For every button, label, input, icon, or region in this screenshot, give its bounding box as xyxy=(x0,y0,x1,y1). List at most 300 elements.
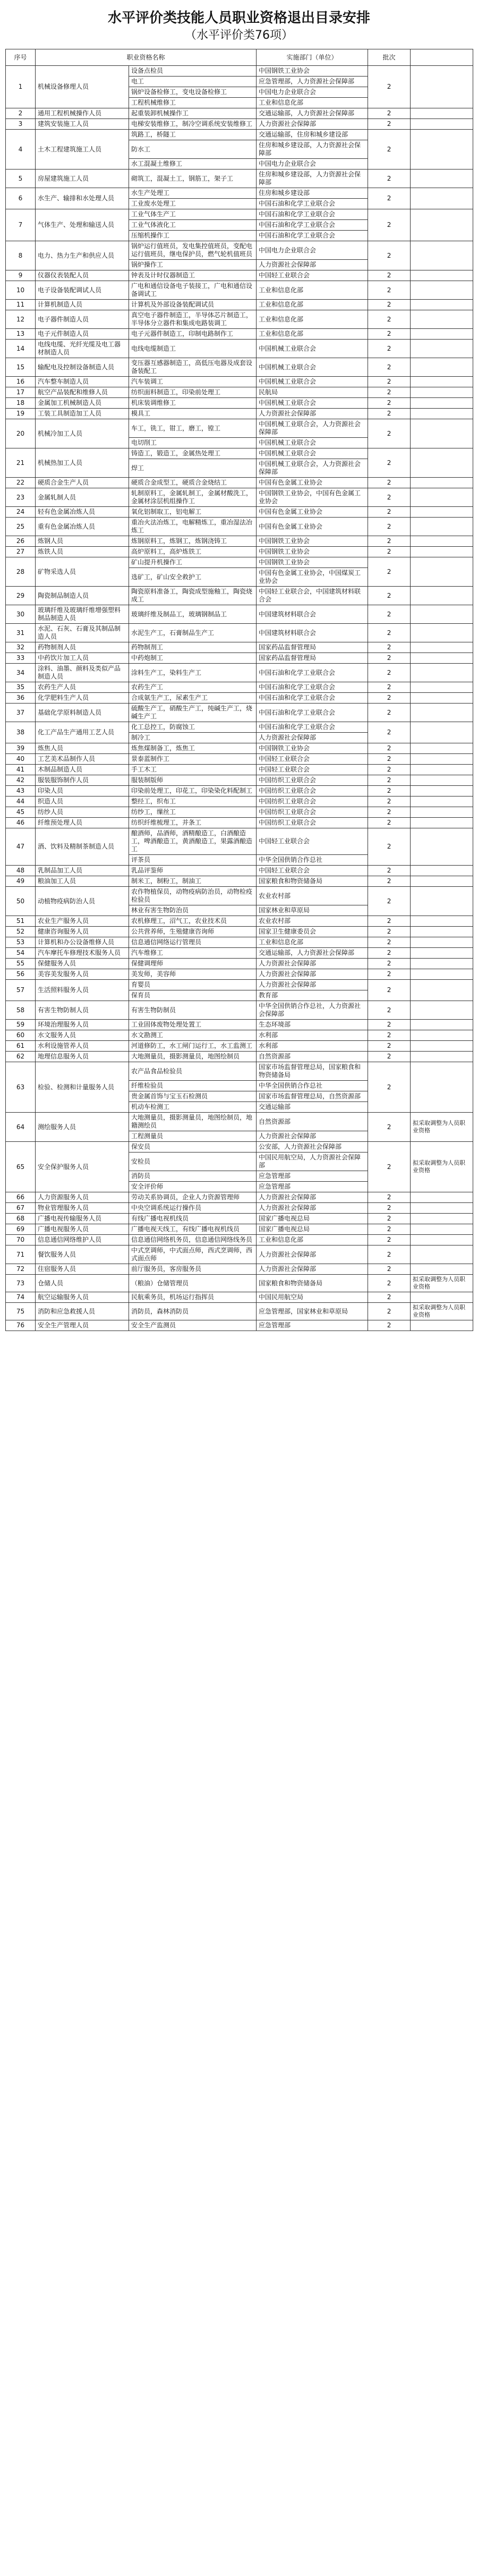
implementing-department: 住房和城乡建设部，人力资源社会保障部 xyxy=(257,170,368,188)
implementing-department: 教育部 xyxy=(257,990,368,1001)
occupation-category: 检验、检测和计量服务人员 xyxy=(36,1062,129,1113)
header-no: 序号 xyxy=(6,49,36,66)
table-row xyxy=(6,775,473,786)
implementing-department: 中国电力企业联合会 xyxy=(257,159,368,170)
table-row xyxy=(6,300,473,310)
table-row xyxy=(6,743,473,754)
row-note xyxy=(411,1203,473,1214)
qualification-name: 贵金属首饰与宝玉石检测员 xyxy=(129,1091,257,1102)
implementing-department: 人力资源社会保障部 xyxy=(257,959,368,969)
table-row xyxy=(6,980,473,990)
table-row xyxy=(6,807,473,818)
implementing-department: 人力资源社会保障部 xyxy=(257,1245,368,1264)
occupation-category: 机械热加工人员 xyxy=(36,448,129,478)
batch-number: 2 xyxy=(368,916,411,927)
batch-number: 2 xyxy=(368,866,411,876)
row-note xyxy=(411,209,473,241)
row-number: 26 xyxy=(6,536,36,547)
row-number: 71 xyxy=(6,1245,36,1264)
occupation-category: 健康咨询服务人员 xyxy=(36,927,129,937)
implementing-department: 中国石油和化学工业联合会 xyxy=(257,231,368,241)
row-number: 69 xyxy=(6,1224,36,1235)
implementing-department: 应急管理部 xyxy=(257,1171,368,1182)
occupation-category: 玻璃纤维及玻璃纤维增强塑料制品制造人员 xyxy=(36,605,129,624)
occupation-category: 地理信息服务人员 xyxy=(36,1052,129,1062)
row-note xyxy=(411,270,473,281)
row-note xyxy=(411,1062,473,1113)
batch-number: 2 xyxy=(368,1245,411,1264)
row-note xyxy=(411,866,473,876)
qualification-name: 公共营养师，生殖健康咨询师 xyxy=(129,927,257,937)
implementing-department: 国家广播电视总局 xyxy=(257,1224,368,1235)
qualification-name: 制冷工 xyxy=(129,733,257,743)
batch-number: 2 xyxy=(368,1142,411,1192)
occupation-category: 美容美发服务人员 xyxy=(36,969,129,980)
row-number: 2 xyxy=(6,108,36,119)
qualification-table xyxy=(5,49,473,1331)
row-number: 4 xyxy=(6,130,36,170)
table-row xyxy=(6,1264,473,1275)
qualification-name: 美发师，美容师 xyxy=(129,969,257,980)
occupation-category: 基础化学原料制造人员 xyxy=(36,704,129,722)
occupation-category: 炼钢人员 xyxy=(36,536,129,547)
table-row xyxy=(6,1020,473,1030)
row-note xyxy=(411,807,473,818)
qualification-name: 选矿工，矿山安全救护工 xyxy=(129,568,257,587)
implementing-department: 生态环境部 xyxy=(257,1020,368,1030)
implementing-department: 中国有色金属工业协会 xyxy=(257,507,368,518)
implementing-department: 中国机械工业联合会 xyxy=(257,340,368,358)
row-note xyxy=(411,1041,473,1052)
row-note xyxy=(411,329,473,340)
row-note xyxy=(411,66,473,108)
row-number: 60 xyxy=(6,1030,36,1041)
row-note xyxy=(411,130,473,170)
implementing-department: 中国纺织工业联合会 xyxy=(257,775,368,786)
row-note xyxy=(411,916,473,927)
qualification-name: 保育员 xyxy=(129,990,257,1001)
row-number: 65 xyxy=(6,1142,36,1192)
qualification-name: 中药炮制工 xyxy=(129,653,257,664)
batch-number: 2 xyxy=(368,119,411,130)
row-number: 39 xyxy=(6,743,36,754)
row-note xyxy=(411,653,473,664)
implementing-department: 中国纺织工业联合会 xyxy=(257,818,368,828)
qualification-name: 重冶火法冶炼工，电解精炼工，重冶湿法冶炼工 xyxy=(129,518,257,536)
occupation-category: 餐饮服务人员 xyxy=(36,1245,129,1264)
row-note xyxy=(411,828,473,866)
implementing-department: 中国钢铁工业协会 xyxy=(257,536,368,547)
table-row xyxy=(6,241,473,260)
table-row xyxy=(6,722,473,733)
implementing-department: 人力资源社会保障部 xyxy=(257,1131,368,1142)
row-number: 56 xyxy=(6,969,36,980)
batch-number: 2 xyxy=(368,1224,411,1235)
row-number: 37 xyxy=(6,704,36,722)
row-number: 24 xyxy=(6,507,36,518)
table-row xyxy=(6,507,473,518)
table-row xyxy=(6,518,473,536)
row-note xyxy=(411,419,473,448)
occupation-category: 农药生产人员 xyxy=(36,682,129,693)
occupation-category: 保健服务人员 xyxy=(36,959,129,969)
qualification-name: 矿山提升机操作工 xyxy=(129,557,257,568)
row-number: 27 xyxy=(6,547,36,557)
batch-number: 2 xyxy=(368,1320,411,1331)
qualification-name: 前厅服务员，客房服务员 xyxy=(129,1264,257,1275)
occupation-category: 化工产品生产通用工艺人员 xyxy=(36,722,129,743)
row-number: 33 xyxy=(6,653,36,664)
table-row xyxy=(6,536,473,547)
table-row xyxy=(6,704,473,722)
row-number: 8 xyxy=(6,241,36,270)
table-row xyxy=(6,329,473,340)
batch-number: 2 xyxy=(368,340,411,358)
occupation-category: 广播电视传输服务人员 xyxy=(36,1214,129,1224)
qualification-name: 高炉原料工，高炉炼铁工 xyxy=(129,547,257,557)
row-number: 74 xyxy=(6,1292,36,1303)
occupation-category: 酒、饮料及精制茶制造人员 xyxy=(36,828,129,866)
implementing-department: 中国石油和化学工业联合会 xyxy=(257,220,368,231)
row-number: 11 xyxy=(6,300,36,310)
table-row xyxy=(6,1062,473,1081)
qualification-name: 水生产处理工 xyxy=(129,188,257,199)
table-row xyxy=(6,818,473,828)
implementing-department: 中国机械工业联合会 xyxy=(257,358,368,377)
occupation-category: 机械设备修理人员 xyxy=(36,66,129,108)
table-row xyxy=(6,1214,473,1224)
row-note xyxy=(411,300,473,310)
table-row xyxy=(6,887,473,905)
implementing-department: 国家药品监督管理局 xyxy=(257,642,368,653)
implementing-department: 水利部 xyxy=(257,1041,368,1052)
implementing-department: 国家粮食和物资储备局 xyxy=(257,1275,368,1292)
implementing-department: 人力资源社会保障部 xyxy=(257,980,368,990)
batch-number: 2 xyxy=(368,1275,411,1292)
batch-number: 2 xyxy=(368,358,411,377)
batch-number: 2 xyxy=(368,1001,411,1020)
row-number: 10 xyxy=(6,281,36,300)
batch-number: 2 xyxy=(368,754,411,765)
row-note xyxy=(411,937,473,948)
qualification-name: 工业废水处理工 xyxy=(129,199,257,209)
table-row xyxy=(6,1041,473,1052)
implementing-department: 工业和信息化部 xyxy=(257,281,368,300)
qualification-name: 印染前处理工，印花工，印染染化料配制工 xyxy=(129,786,257,796)
batch-number: 2 xyxy=(368,765,411,775)
table-row xyxy=(6,587,473,605)
batch-number: 2 xyxy=(368,241,411,270)
batch-number: 2 xyxy=(368,188,411,209)
table-row xyxy=(6,409,473,419)
row-note: 拟采取调整为人员职业资格 xyxy=(411,1113,473,1142)
occupation-category: 农业生产服务人员 xyxy=(36,916,129,927)
implementing-department: 中国钢铁工业协会 xyxy=(257,547,368,557)
row-number: 63 xyxy=(6,1062,36,1113)
batch-number: 2 xyxy=(368,419,411,448)
row-number: 59 xyxy=(6,1020,36,1030)
qualification-name: 育婴员 xyxy=(129,980,257,990)
qualification-name: 安检员 xyxy=(129,1153,257,1171)
row-number: 61 xyxy=(6,1041,36,1052)
implementing-department: 中国钢铁工业协会 xyxy=(257,66,368,77)
implementing-department: 应急管理部 xyxy=(257,1320,368,1331)
implementing-department: 中华全国供销合作总社 xyxy=(257,1081,368,1091)
row-note xyxy=(411,1224,473,1235)
batch-number: 2 xyxy=(368,1113,411,1142)
table-row xyxy=(6,786,473,796)
row-note xyxy=(411,409,473,419)
implementing-department: 中国建筑材料联合会 xyxy=(257,605,368,624)
implementing-department: 中国钢铁工业协会，中国有色金属工业协会 xyxy=(257,488,368,507)
row-note xyxy=(411,108,473,119)
qualification-name: 工业气体生产工 xyxy=(129,209,257,220)
batch-number: 2 xyxy=(368,876,411,887)
implementing-department: 人力资源社会保障部 xyxy=(257,969,368,980)
table-row xyxy=(6,377,473,387)
qualification-name: 纺纱工，缫丝工 xyxy=(129,807,257,818)
batch-number: 2 xyxy=(368,948,411,959)
table-row xyxy=(6,605,473,624)
row-number: 34 xyxy=(6,664,36,682)
implementing-department: 工业和信息化部 xyxy=(257,937,368,948)
implementing-department: 工业和信息化部 xyxy=(257,300,368,310)
batch-number: 2 xyxy=(368,807,411,818)
row-number: 19 xyxy=(6,409,36,419)
table-row xyxy=(6,916,473,927)
table-body xyxy=(6,66,473,1331)
table-row xyxy=(6,796,473,807)
row-note xyxy=(411,927,473,937)
batch-number: 2 xyxy=(368,786,411,796)
table-row xyxy=(6,653,473,664)
batch-number: 2 xyxy=(368,969,411,980)
row-number: 9 xyxy=(6,270,36,281)
batch-number: 2 xyxy=(368,682,411,693)
batch-number: 2 xyxy=(368,398,411,409)
qualification-name: 防水工 xyxy=(129,140,257,159)
occupation-category: 硬质合金生产人员 xyxy=(36,478,129,488)
occupation-category: 水生产、输排和水处理人员 xyxy=(36,188,129,209)
occupation-category: 炼焦人员 xyxy=(36,743,129,754)
qualification-name: 水文勘测工 xyxy=(129,1030,257,1041)
row-note xyxy=(411,1320,473,1331)
implementing-department: 应急管理部，国家林业和草原局 xyxy=(257,1303,368,1320)
batch-number: 2 xyxy=(368,377,411,387)
row-number: 25 xyxy=(6,518,36,536)
qualification-name: 纤维检验员 xyxy=(129,1081,257,1091)
implementing-department: 中国电力企业联合会 xyxy=(257,241,368,260)
row-number: 31 xyxy=(6,624,36,642)
row-note xyxy=(411,241,473,270)
occupation-category: 环境治理服务人员 xyxy=(36,1020,129,1030)
batch-number: 2 xyxy=(368,642,411,653)
occupation-category: 重有色金属冶炼人员 xyxy=(36,518,129,536)
qualification-name: 手工木工 xyxy=(129,765,257,775)
qualification-name: 水工混凝土维修工 xyxy=(129,159,257,170)
row-number: 28 xyxy=(6,557,36,587)
row-number: 46 xyxy=(6,818,36,828)
row-number: 40 xyxy=(6,754,36,765)
row-number: 32 xyxy=(6,642,36,653)
batch-number: 2 xyxy=(368,387,411,398)
occupation-category: 建筑安装施工人员 xyxy=(36,119,129,130)
row-note xyxy=(411,1264,473,1275)
row-number: 13 xyxy=(6,329,36,340)
row-note xyxy=(411,682,473,693)
qualification-name: 服装制版师 xyxy=(129,775,257,786)
row-note xyxy=(411,1192,473,1203)
batch-number: 2 xyxy=(368,130,411,170)
qualification-name: 焊工 xyxy=(129,459,257,478)
qualification-name: 广电和通信设备电子装接工，广电和通信设备调试工 xyxy=(129,281,257,300)
batch-number: 2 xyxy=(368,1030,411,1041)
batch-number: 2 xyxy=(368,547,411,557)
table-row xyxy=(6,358,473,377)
batch-number: 2 xyxy=(368,624,411,642)
implementing-department: 中国机械工业联合会 xyxy=(257,438,368,448)
occupation-category: 汽车整车制造人员 xyxy=(36,377,129,387)
table-row xyxy=(6,66,473,77)
occupation-category: 电子设备装配调试人员 xyxy=(36,281,129,300)
qualification-name: 景泰蓝制作工 xyxy=(129,754,257,765)
row-number: 51 xyxy=(6,916,36,927)
table-row xyxy=(6,1224,473,1235)
table-row xyxy=(6,754,473,765)
table-row xyxy=(6,948,473,959)
implementing-department: 中国石油和化学工业联合会 xyxy=(257,693,368,704)
implementing-department: 人力资源社会保障部 xyxy=(257,1203,368,1214)
row-number: 43 xyxy=(6,786,36,796)
occupation-category: 水利设施管养人员 xyxy=(36,1041,129,1052)
qualification-name: 车工，铣工，钳工，磨工，镗工 xyxy=(129,419,257,438)
table-row xyxy=(6,664,473,682)
batch-number: 2 xyxy=(368,1192,411,1203)
table-row xyxy=(6,1292,473,1303)
occupation-category: 工艺美术品制作人员 xyxy=(36,754,129,765)
qualification-name: 纺织纤维梳理工，并条工 xyxy=(129,818,257,828)
qualification-name: 大地测量员，摄影测量员，地图绘制员，地籍测绘员 xyxy=(129,1113,257,1131)
row-note xyxy=(411,340,473,358)
row-number: 12 xyxy=(6,310,36,329)
implementing-department: 农业农村部 xyxy=(257,916,368,927)
row-note xyxy=(411,1235,473,1245)
qualification-name: 筑路工，桥隧工 xyxy=(129,130,257,140)
implementing-department: 人力资源社会保障部 xyxy=(257,260,368,270)
batch-number: 2 xyxy=(368,887,411,916)
qualification-name: 机床装调维修工 xyxy=(129,398,257,409)
qualification-name: 保安员 xyxy=(129,1142,257,1153)
qualification-name: 工程测量员 xyxy=(129,1131,257,1142)
qualification-name: 氧化铝制取工，铝电解工 xyxy=(129,507,257,518)
qualification-name: 药物制剂工 xyxy=(129,642,257,653)
batch-number: 2 xyxy=(368,1214,411,1224)
implementing-department: 中国轻工业联合会 xyxy=(257,828,368,855)
batch-number: 2 xyxy=(368,927,411,937)
header-name: 职业资格名称 xyxy=(36,49,257,66)
row-number: 15 xyxy=(6,358,36,377)
implementing-department: 住房和城乡建设部，人力资源社会保障部 xyxy=(257,140,368,159)
row-number: 68 xyxy=(6,1214,36,1224)
qualification-name: 轧制原料工，金属轧制工，金属材酸洗工，金属材涂层机组操作工 xyxy=(129,488,257,507)
table-row xyxy=(6,1235,473,1245)
implementing-department: 中国机械工业联合会，人力资源社会保障部 xyxy=(257,419,368,438)
qualification-name: 乳品评鉴师 xyxy=(129,866,257,876)
implementing-department: 人力资源社会保障部 xyxy=(257,1192,368,1203)
qualification-name: 河道修防工，水工闸门运行工，水工监测工 xyxy=(129,1041,257,1052)
implementing-department: 工业和信息化部 xyxy=(257,1235,368,1245)
occupation-category: 航空产品装配和维修人员 xyxy=(36,387,129,398)
occupation-category: 电子器件制造人员 xyxy=(36,310,129,329)
qualification-name: （粮油）仓储管理员 xyxy=(129,1275,257,1292)
occupation-category: 金属轧制人员 xyxy=(36,488,129,507)
table-row xyxy=(6,170,473,188)
qualification-name: 钟表及计时仪器制造工 xyxy=(129,270,257,281)
batch-number: 2 xyxy=(368,775,411,786)
qualification-name: 工程机械维修工 xyxy=(129,98,257,108)
batch-number: 2 xyxy=(368,488,411,507)
row-number: 66 xyxy=(6,1192,36,1203)
occupation-category: 药物制剂人员 xyxy=(36,642,129,653)
table-row xyxy=(6,557,473,568)
implementing-department: 交通运输部，人力资源社会保障部 xyxy=(257,108,368,119)
row-note xyxy=(411,796,473,807)
batch-number: 2 xyxy=(368,664,411,682)
implementing-department: 交通运输部，住房和城乡建设部 xyxy=(257,130,368,140)
occupation-category: 粮油加工人员 xyxy=(36,876,129,887)
qualification-name: 变压器互感器制造工，高低压电器及成套设备装配工 xyxy=(129,358,257,377)
qualification-name: 炼焦煤制备工，炼焦工 xyxy=(129,743,257,754)
row-number: 3 xyxy=(6,119,36,130)
implementing-department: 中国民用航空局 xyxy=(257,1292,368,1303)
qualification-name: 电工 xyxy=(129,77,257,87)
batch-number: 2 xyxy=(368,557,411,587)
batch-number: 2 xyxy=(368,1235,411,1245)
header-extra xyxy=(411,49,473,66)
qualification-name: 保健调理师 xyxy=(129,959,257,969)
table-row xyxy=(6,642,473,653)
implementing-department: 中国石油和化学工业联合会 xyxy=(257,722,368,733)
implementing-department: 自然资源部 xyxy=(257,1113,368,1131)
qualification-name: 水泥生产工，石膏制品生产工 xyxy=(129,624,257,642)
qualification-name: 整经工，织布工 xyxy=(129,796,257,807)
implementing-department: 人力资源社会保障部 xyxy=(257,119,368,130)
occupation-category: 乳制品加工人员 xyxy=(36,866,129,876)
qualification-name: 信息通信网络机务员，信息通信网络线务员 xyxy=(129,1235,257,1245)
batch-number: 2 xyxy=(368,587,411,605)
table-row xyxy=(6,866,473,876)
implementing-department: 国家市场监督管理总局，国家粮食和物资储备局 xyxy=(257,1062,368,1081)
row-number: 22 xyxy=(6,478,36,488)
row-note xyxy=(411,547,473,557)
occupation-category: 消防和应急救援人员 xyxy=(36,1303,129,1320)
qualification-name: 汽车装调工 xyxy=(129,377,257,387)
implementing-department: 公安部，人力资源社会保障部 xyxy=(257,1142,368,1153)
occupation-category: 通用工程机械操作人员 xyxy=(36,108,129,119)
implementing-department: 中国有色金属工业协会 xyxy=(257,518,368,536)
table-row xyxy=(6,448,473,459)
qualification-name: 安全生产监测员 xyxy=(129,1320,257,1331)
batch-number: 2 xyxy=(368,536,411,547)
row-note xyxy=(411,887,473,916)
qualification-name: 电线电缆制造工 xyxy=(129,340,257,358)
implementing-department: 中国石油和化学工业联合会 xyxy=(257,664,368,682)
qualification-name: 有线广播电视机线员 xyxy=(129,1214,257,1224)
row-note xyxy=(411,605,473,624)
row-note xyxy=(411,310,473,329)
row-note xyxy=(411,281,473,300)
table-row xyxy=(6,682,473,693)
